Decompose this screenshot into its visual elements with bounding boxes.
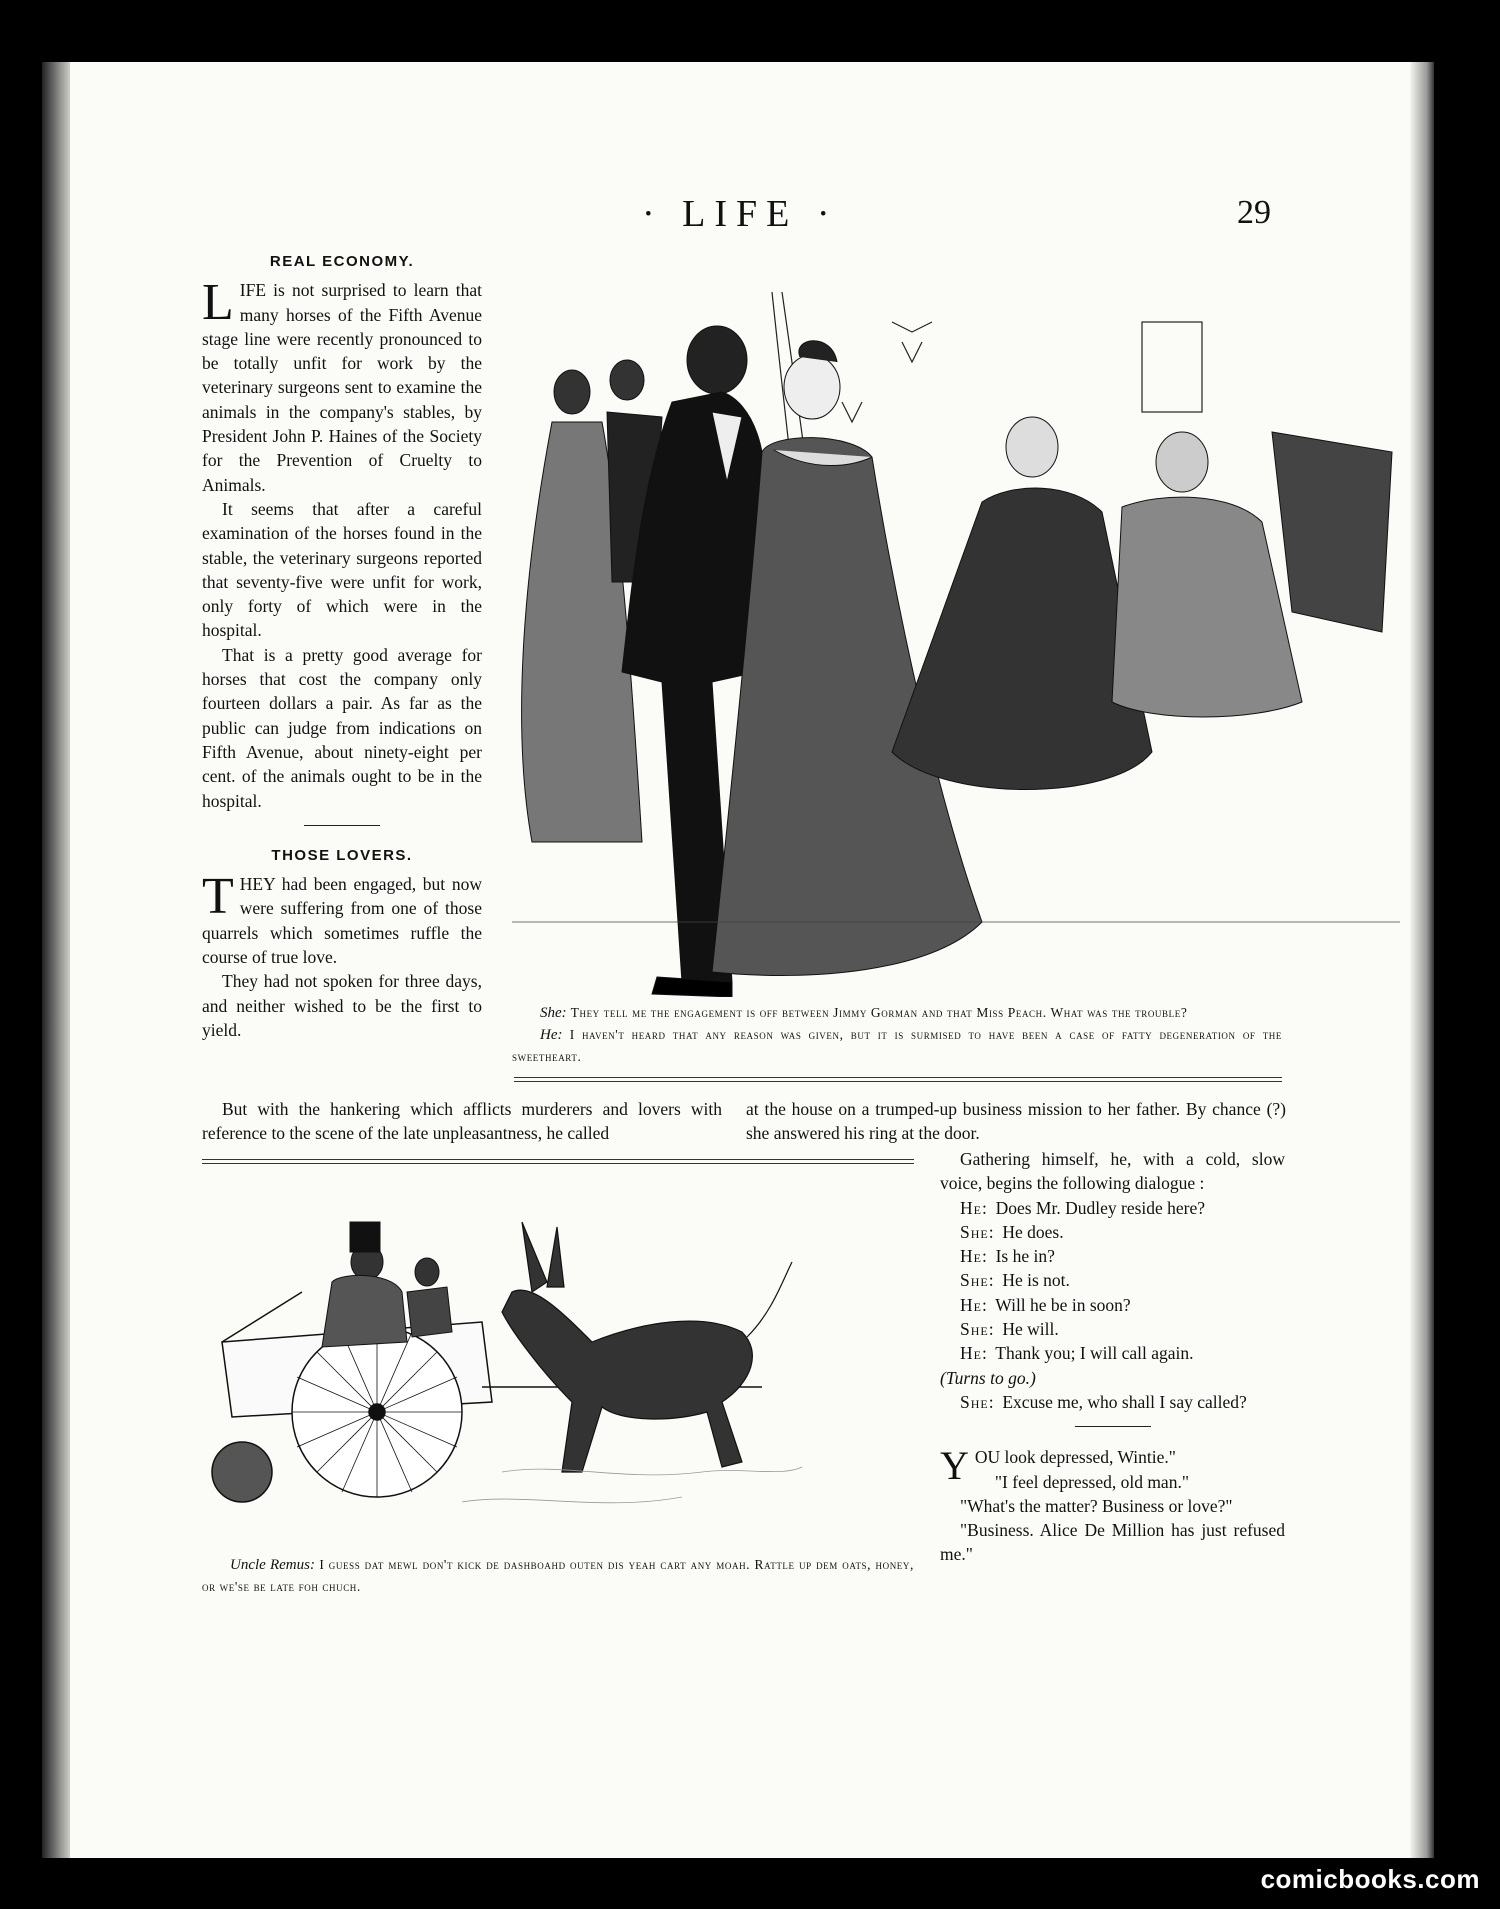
caption-line: [512, 1002, 1282, 1024]
magazine-page: [42, 62, 1434, 1858]
article-paragraph: But with the hankering which afflicts murderers and lovers with reference to the scene of the late unpleasantness, he called: [202, 1099, 722, 1144]
article-paragraph: at the house on a trumped-up business mission to her father. By chance (?) she answered his ring at the door.: [746, 1099, 1286, 1144]
page-edge: [1410, 62, 1434, 1858]
article-paragraph: "I feel depressed, old man.": [994, 1471, 1189, 1492]
section-divider: [1075, 1426, 1151, 1427]
dialogue-line: She: Excuse me, who shall I say called?: [960, 1391, 1247, 1412]
drop-cap: L: [202, 274, 234, 332]
ballroom-caption: [512, 1002, 1282, 1067]
speaker: He: [960, 1197, 982, 1218]
speaker: She: [960, 1270, 989, 1291]
article-paragraph: THEY had been engaged, but now were suffering from one of those quarrels which sometimes ruffle the course of true love.: [202, 868, 482, 968]
line-text: He will.: [1002, 1319, 1059, 1340]
article-paragraph: They had not spoken for three days, and neither wished to be the first to yield.: [202, 971, 482, 1040]
masthead-title: · LIFE ·: [642, 193, 839, 235]
article-heading: THOSE LOVERS.: [271, 846, 413, 864]
dialogue-list: [940, 1196, 1285, 1366]
dialogue-line: He: Will he be in soon?: [960, 1294, 1131, 1315]
page-number: 29: [1237, 194, 1271, 231]
book-spine: [42, 62, 70, 1858]
dialogue-line: He: Thank you; I will call again.: [960, 1343, 1194, 1364]
line-text: Will he be in soon?: [995, 1294, 1131, 1315]
speaker: He: [960, 1294, 982, 1315]
caption-line: [512, 1024, 1282, 1067]
article-paragraph: It seems that after a careful examination of the horses found in the stable, the veterinary surgeons reported that seventy-five were unfit for work, only forty of which were in the hospital.: [202, 498, 482, 641]
left-column: [202, 250, 482, 1042]
dialogue-line: He: Is he in?: [960, 1246, 1055, 1267]
section-divider: [304, 825, 380, 826]
continued-paragraph-right: [746, 1097, 1286, 1146]
line-text: Thank you; I will call again.: [995, 1343, 1194, 1364]
article-paragraph: That is a pretty good average for horses that cost the company only fourteen dollars a pair. As far as the public can judge from indications on Fifth Avenue, about ninety-eight per cent. of the animals ought to be in the hospital.: [202, 644, 482, 811]
line-text: Is he in?: [995, 1246, 1055, 1267]
speaker: He: [960, 1246, 982, 1267]
speaker: She: [960, 1391, 989, 1412]
double-rule: [202, 1159, 914, 1164]
dialogue-line: She: He will.: [960, 1319, 1059, 1340]
caption-line: [202, 1554, 914, 1597]
drop-cap: Y: [940, 1443, 969, 1489]
article-paragraph: "Business. Alice De Million has just refused me.": [940, 1520, 1285, 1565]
stage-direction: (Turns to go.): [940, 1367, 1036, 1388]
article-paragraph: LIFE is not surprised to learn that many horses of the Fifth Avenue stage line were recently pronounced to be totally unfit for work by the veterinary surgeons sent to examine the animals in the company's stables, by President John P. Haines of the Society for the Prevention of Cruelty to Animals.: [202, 274, 482, 495]
line-text: He does.: [1002, 1221, 1064, 1242]
caption-speaker: Uncle Remus:: [230, 1557, 315, 1573]
article-paragraph: "What's the matter? Business or love?": [960, 1495, 1233, 1516]
dialogue-line: He: Does Mr. Dudley reside here?: [960, 1197, 1206, 1218]
line-text: Does Mr. Dudley reside here?: [995, 1197, 1206, 1218]
cart-caption: [202, 1554, 914, 1597]
speaker: She: [960, 1221, 989, 1242]
speaker: She: [960, 1319, 989, 1340]
line-text: Excuse me, who shall I say called?: [1002, 1391, 1247, 1412]
ballroom-illustration: [512, 282, 1400, 997]
article-paragraph: Gathering himself, he, with a cold, slow voice, begins the following dialogue :: [940, 1149, 1285, 1194]
dialogue-line: She: He is not.: [960, 1270, 1070, 1291]
caption-speaker: He:: [540, 1027, 563, 1043]
dialogue-column: [940, 1147, 1285, 1567]
speaker: He: [960, 1343, 982, 1364]
watermark: comicbooks.com: [1260, 1864, 1480, 1894]
caption-text: They tell me the engagement is off between Jimmy Gorman and that Miss Peach. What was the trouble?: [570, 1005, 1188, 1020]
line-text: He is not.: [1002, 1270, 1070, 1291]
continued-paragraph-left: [202, 1097, 722, 1146]
article-heading: REAL ECONOMY.: [269, 253, 415, 270]
caption-text: I guess dat mewl don't kick de dashboahd outen dis yeah cart any moah. Rattle up dem oats, honey, or we'se be late foh chuch.: [202, 1557, 914, 1594]
cart-illustration: [202, 1172, 914, 1542]
dialogue-line: She: He does.: [960, 1221, 1064, 1242]
drop-cap: T: [202, 868, 234, 926]
article-paragraph: YOU look depressed, Wintie.": [940, 1443, 1176, 1489]
double-rule: [514, 1077, 1282, 1082]
caption-text: I haven't heard that any reason was given, but it is surmised to have been a case of fatty degeneration of the sweetheart.: [512, 1027, 1282, 1064]
caption-speaker: She:: [540, 1005, 567, 1021]
